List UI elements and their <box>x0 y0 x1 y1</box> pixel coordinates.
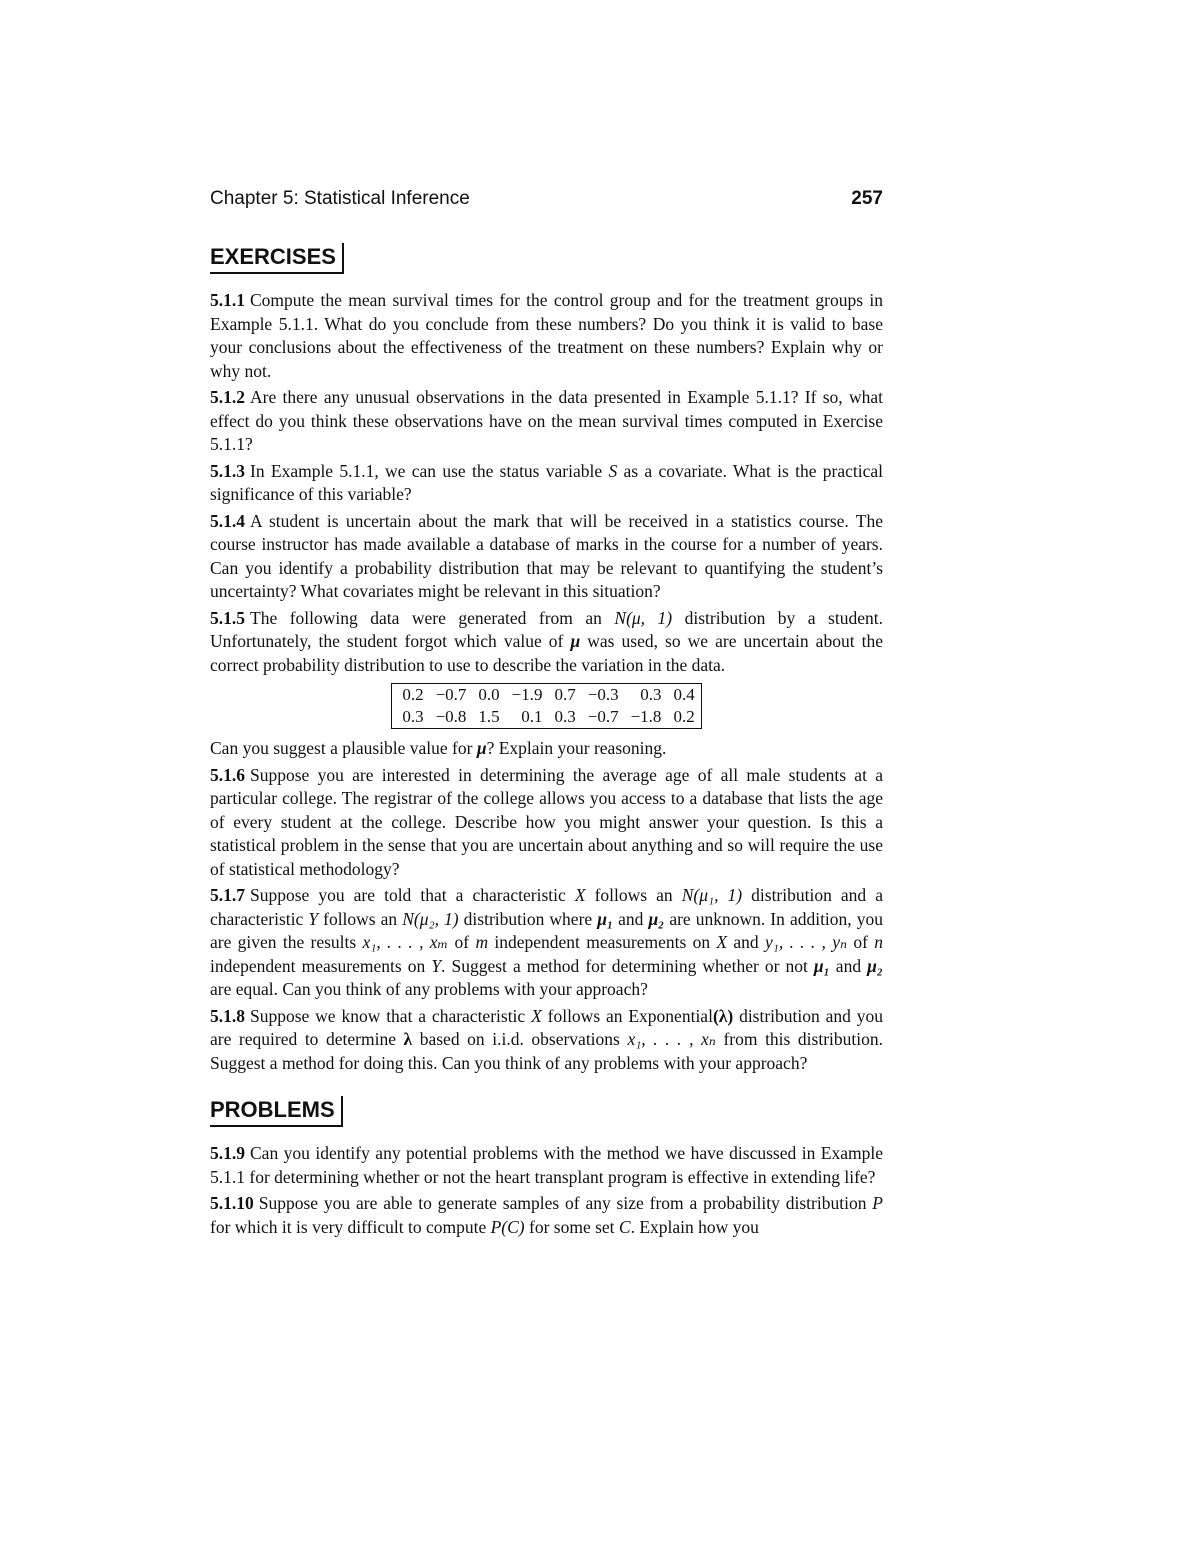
table-cell: −0.7 <box>435 685 467 704</box>
math-variable: X <box>531 1005 542 1026</box>
exercise-number: 5.1.8 <box>210 1005 245 1026</box>
exercise-text: follows an <box>318 908 403 929</box>
exercise-5-1-8 <box>210 1005 883 1076</box>
problem-5-1-9 <box>210 1142 883 1189</box>
exercise-text: Compute the mean survival times for the control group and for the treatment groups in Example 5.1.1. What do you conclude from these numbers? Do you think it is valid to base your conclusions about the effectiveness of the treatment on these numbers? Explain why or why not. <box>210 290 883 381</box>
problem-text: for some set <box>524 1216 619 1237</box>
math-variable: S <box>608 460 618 481</box>
exercise-text: A student is uncertain about the mark that will be received in a statistics course. The course instructor has made available a database of marks in the course for a number of years. Can you identify a probability distribution that may be relevant to quantifying the student’s uncertainty? What covariates might be relevant in this situation? <box>210 510 883 601</box>
table-cell: −0.7 <box>587 707 619 726</box>
math-expression: P(C) <box>490 1216 525 1237</box>
exercise-text: based on i.i.d. observations <box>412 1029 628 1049</box>
table-row <box>392 684 701 707</box>
exercise-text: was used, so we are uncertain about the correct probability distribution to use to describe the variation in the data. <box>210 631 883 675</box>
math-variable: X <box>716 932 728 952</box>
math-parameter: (λ) <box>712 1005 734 1026</box>
exercise-text: follows an Exponential <box>541 1005 713 1026</box>
math-distribution: N(μ₁, 1) <box>681 885 743 905</box>
table-cell: 0.7 <box>554 685 576 704</box>
exercise-text: follows an <box>585 885 682 905</box>
exercise-text: and <box>727 932 765 952</box>
math-variable: m <box>475 932 489 952</box>
exercise-text: . Suggest a method for determining whether or not <box>441 955 814 976</box>
table-cell: 0.4 <box>673 685 695 704</box>
exercise-text: Suppose you are told that a characteristic <box>250 885 575 905</box>
exercise-text: and <box>613 908 649 929</box>
exercise-text: distribution by a student. Unfortunately, the student forgot which value of <box>210 607 883 651</box>
data-table <box>391 683 701 729</box>
math-variable: Y <box>431 955 442 976</box>
exercise-text: Can you suggest a plausible value for <box>210 738 477 758</box>
problems-heading: PROBLEMS <box>210 1096 343 1127</box>
exercise-text: independent measurements on <box>488 932 717 952</box>
math-variable: μ <box>570 631 581 651</box>
exercise-text: Suppose you are interested in determining the average age of all male students at a particular college. The registrar of the college allows you access to a database that lists the age of every student at the college. Describe how you might answer your question. Is this a statistical problem in the sense that you are uncertain about anything and so will require the use of statistical methodology? <box>210 764 883 879</box>
exercise-text: are unknown. In addition, you are given the results <box>210 908 883 952</box>
exercise-5-1-2 <box>210 386 883 457</box>
math-variable: Y <box>308 908 319 929</box>
exercise-number: 5.1.4 <box>210 510 245 531</box>
exercise-text: of <box>847 932 875 952</box>
math-variable: μ₂ <box>867 955 883 976</box>
exercise-number: 5.1.7 <box>210 885 245 905</box>
exercise-text: Are there any unusual observations in the data presented in Example 5.1.1? If so, what effect do you think these observations have on the mean survival times computed in Exercise 5.1.1? <box>210 387 883 454</box>
exercise-number: 5.1.2 <box>210 387 245 407</box>
page-number: 257 <box>851 188 883 209</box>
math-distribution: N(μ₂, 1) <box>402 908 459 929</box>
exercise-5-1-3 <box>210 460 883 507</box>
table-cell: 0.3 <box>554 707 576 726</box>
problem-text: Suppose you are able to generate samples of any size from a probability distribution <box>258 1193 873 1213</box>
problem-number: 5.1.9 <box>210 1143 245 1163</box>
math-variable: μ <box>476 738 487 758</box>
table-cell: 0.1 <box>521 707 543 726</box>
math-variable: P <box>872 1193 883 1213</box>
problem-5-1-10 <box>210 1192 883 1239</box>
exercise-5-1-1 <box>210 289 883 383</box>
math-sequence: y₁, . . . , yₙ <box>764 932 848 952</box>
math-variable: μ₂ <box>648 908 665 929</box>
math-sequence: x₁, . . . , xₘ <box>362 932 449 952</box>
table-cell: −1.9 <box>511 685 543 704</box>
problem-number: 5.1.10 <box>210 1193 254 1213</box>
math-variable: X <box>574 885 586 905</box>
exercise-text: independent measurements on <box>210 955 432 976</box>
exercise-number: 5.1.6 <box>210 764 245 785</box>
math-variable: C <box>618 1216 631 1237</box>
exercise-5-1-4 <box>210 510 883 604</box>
exercise-5-1-5 <box>210 607 883 678</box>
exercises-heading: EXERCISES <box>210 243 344 274</box>
exercise-text: The following data were generated from an <box>250 607 615 628</box>
table-cell: 0.3 <box>640 685 662 704</box>
table-cell: −0.8 <box>435 707 467 726</box>
math-variable: λ <box>403 1029 413 1049</box>
running-header <box>210 188 883 210</box>
table-cell: 0.2 <box>402 685 424 704</box>
exercise-text: ? Explain your reasoning. <box>486 738 667 758</box>
table-row <box>392 706 701 729</box>
exercise-text: from this distribution. Suggest a method for doing this. Can you think of any problems with your approach? <box>210 1029 884 1073</box>
math-distribution: N(μ, 1) <box>614 607 673 628</box>
math-variable: μ₁ <box>813 955 830 976</box>
exercise-text: In Example 5.1.1, we can use the status variable <box>250 460 609 481</box>
problem-text: for which it is very difficult to compute <box>210 1216 491 1237</box>
exercise-text: distribution where <box>458 908 598 929</box>
table-cell: 1.5 <box>478 707 500 726</box>
exercise-text: distribution and a characteristic <box>210 885 883 929</box>
math-sequence: x₁, . . . , xₙ <box>627 1029 716 1049</box>
exercise-text: Suppose we know that a characteristic <box>250 1005 532 1026</box>
problem-text: . Explain how you <box>630 1216 759 1237</box>
exercise-number: 5.1.1 <box>210 290 245 310</box>
page-body <box>210 243 883 1242</box>
exercise-text: and <box>829 955 868 976</box>
math-variable: n <box>874 932 884 952</box>
table-cell: 0.0 <box>478 685 500 704</box>
table-cell: −0.3 <box>587 685 619 704</box>
table-cell: −1.8 <box>630 707 662 726</box>
chapter-title: Chapter 5: Statistical Inference <box>210 188 470 209</box>
exercise-5-1-6 <box>210 764 883 882</box>
exercise-text: of <box>448 932 476 952</box>
exercise-text: as a covariate. What is the practical significance of this variable? <box>210 460 883 504</box>
math-variable: μ₁ <box>597 908 614 929</box>
exercise-5-1-5-followup <box>210 737 883 761</box>
exercise-text: distribution and you are required to determine <box>210 1005 884 1049</box>
exercise-number: 5.1.5 <box>210 607 245 628</box>
exercise-5-1-7 <box>210 884 883 1002</box>
table-cell: 0.3 <box>402 707 424 726</box>
exercise-number: 5.1.3 <box>210 460 245 481</box>
exercise-text: are equal. Can you think of any problems with your approach? <box>210 979 648 999</box>
table-cell: 0.2 <box>673 707 695 726</box>
problem-text: Can you identify any potential problems with the method we have discussed in Example 5.1.1 for determining whether or not the heart transplant program is effective in extending life? <box>210 1143 883 1187</box>
